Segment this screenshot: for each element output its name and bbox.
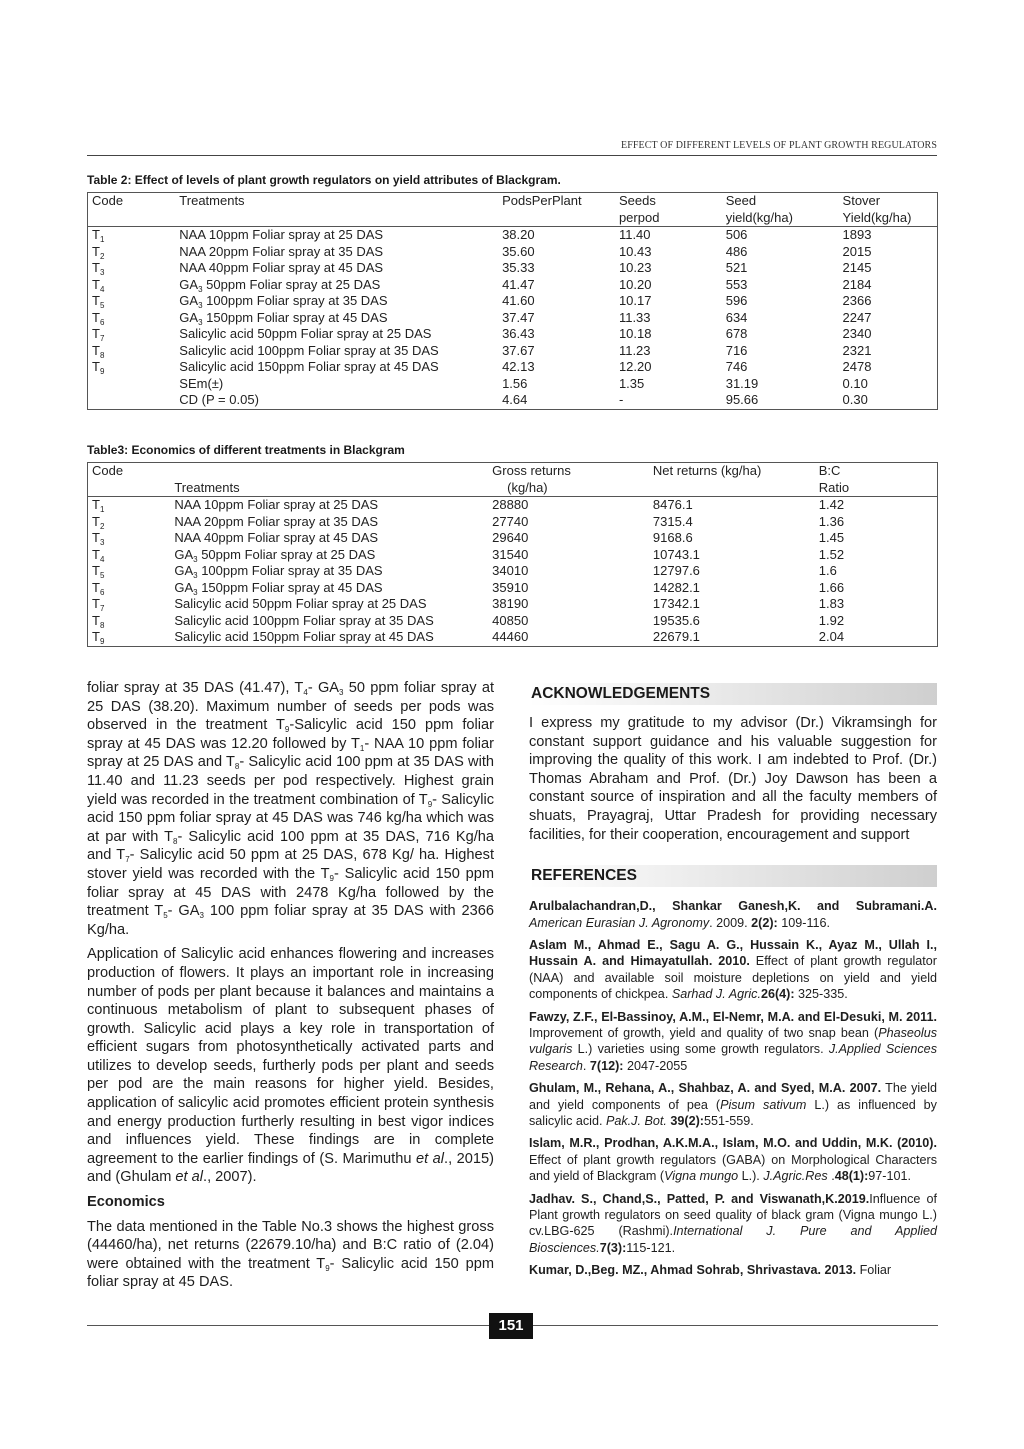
table-row	[88, 629, 938, 646]
seed-yield-cell: 716	[725, 342, 748, 358]
table2-caption: Table 2: Effect of levels of plant growth regulators on yield attributes of Blackgram.	[87, 173, 561, 187]
bc-cell: 1.52	[818, 546, 845, 562]
pods-cell: 36.43	[502, 326, 535, 341]
stover-cell: 2321	[842, 342, 872, 358]
code-cell: $T_1$	[92, 497, 105, 514]
gross-cell: 40850	[492, 612, 529, 628]
seed-yield-cell: 521	[725, 260, 748, 275]
col-header-seed-yield: Seed	[725, 193, 757, 208]
gross-cell: 34010	[492, 563, 529, 578]
seed-yield-cell: 746	[725, 359, 748, 374]
stover-cell: 1893	[842, 227, 872, 242]
col-header-seeds: Seeds	[618, 193, 656, 208]
stover-cell: 2145	[842, 260, 872, 275]
bc-cell: 1.83	[818, 596, 845, 611]
body-paragraph: foliar spray at 35 DAS (41.47), $T_4-$ $GA_3$ 50 ppm foliar spray at 25 DAS (38.20). Maximum number of seeds per pods was observed in the treatment $T_9$-Salicylic acid 150 ppm foliar spray at 45 DAS was 12.20 followed by $T_1-$ NAA 10 ppm foliar spray at 25 DAS and $T_8-$ Salicylic acid 100 ppm at 35 DAS with 11.40 and 11.23 seeds per pod respectively. Highest grain yield was recorded in the treatment combination of $T_9-$ Salicylic acid 150 ppm foliar spray at 45 DAS was 746 kg/ha which was at par with $T_8-$ Salicylic acid 100 ppm at 35 DAS, 716 Kg/ha and $T_7-$ Salicylic acid 50 ppm at 25 DAS, 678 Kg/ ha. Highest stover yield was recorded with the $T_9-$ Salicylic acid 150 ppm foliar spray at 45 DAS with 2478 Kg/ha followed by the treatment $T_5-$ $GA_3$ 100 ppm foliar spray at 35 DAS with 2366 Kg/ha.	[87, 680, 495, 938]
table-row	[88, 326, 938, 343]
stover-cell: 0.10	[842, 375, 868, 391]
table-row	[88, 244, 938, 261]
table-row	[88, 260, 938, 277]
seeds-cell: 10.17	[618, 293, 652, 308]
seeds-cell: 11.23	[618, 342, 651, 358]
table3-header-row	[88, 480, 938, 497]
reference-item: Ghulam, M., Rehana, A., Shahbaz, A. and Syed, M.A. 2007. The yield and yield components of pea (Pisum sativum L.) as influenced by salicylic acid. Pak.J. Bot. 39(2):551-559.	[529, 1081, 937, 1129]
body-paragraph: The data mentioned in the Table No.3 shows the highest gross (44460/ha), net returns (22679.10/ha) and B:C ratio of (2.04) were obtained with the treatment $T_9-$ Salicylic acid 150 ppm foliar spray at 45 DAS.	[87, 1218, 494, 1291]
table-row	[88, 310, 938, 327]
net-cell: 9168.6	[652, 530, 693, 545]
treatment-cell: CD (P = 0.05)	[179, 392, 259, 407]
table3	[87, 462, 938, 647]
reference-item: Islam, M.R., Prodhan, A.K.M.A., Islam, M.O. and Uddin, M.K. (2010). Effect of plant growth regulators (GABA) on Morphological Characters and yield of Blackgram (Vigna mungo L.). J.Agric.Res .48(1):97-101.	[529, 1136, 937, 1184]
gross-cell: 31540	[492, 546, 529, 562]
seed-yield-cell: 634	[725, 309, 748, 325]
treatment-cell: NAA 20ppm Foliar spray at 35 DAS	[174, 513, 379, 529]
treatment-cell: NAA 10ppm Foliar spray at 25 DAS	[174, 497, 379, 512]
treatment-cell: Salicylic acid 100ppm Foliar spray at 35 DAS	[179, 342, 439, 358]
table-row	[88, 530, 938, 547]
left-column	[87, 679, 494, 1298]
code-cell: $T_3$	[92, 260, 105, 277]
code-cell	[88, 376, 176, 393]
bc-cell: 2.04	[818, 629, 845, 644]
acknowledgements-text: I express my gratitude to my advisor (Dr.) Vikramsingh for constant support guidance and his valuable suggestion for improving the quality of this work. I am indebted to Prof. (Dr.) Thomas Abraham and Prof. (Dr.) Joy Dawson has been a constant source of inspiration and all the faculty members of shuats, Prayagraj, Uttar Pradesh for providing necessary facilities, for their cooperation, encouragement and support	[529, 715, 937, 843]
col-header-net: Net returns (kg/ha)	[652, 463, 762, 478]
reference-item: Arulbalachandran,D., Shankar Ganesh,K. and Subramani.A. American Eurasian J. Agronomy. 2009. 2(2): 109-116.	[529, 899, 937, 930]
table-row	[88, 497, 938, 514]
col-header-bc: B:C	[818, 463, 841, 478]
treatment-cell: SEm(±)	[179, 375, 224, 391]
table-row	[88, 563, 938, 580]
pods-cell: 4.64	[502, 392, 528, 407]
treatment-cell: $GA_3$ 150ppm Foliar spray at 45 DAS	[179, 309, 388, 327]
code-cell: $T_6$	[92, 579, 105, 597]
pods-cell: 42.13	[502, 359, 535, 374]
seed-yield-cell: 678	[725, 326, 748, 341]
col-header-seed-yield-unit: yield(kg/ha)	[722, 210, 839, 227]
col-header-pods: PodsPerPlant	[502, 193, 582, 208]
treatment-cell: $GA_3$ 100ppm Foliar spray at 35 DAS	[174, 563, 383, 580]
table2-header-row	[88, 210, 938, 227]
table3-header-row	[88, 463, 938, 480]
net-cell: 8476.1	[652, 497, 693, 512]
col-header-gross-unit: (kg/ha)	[488, 480, 649, 497]
code-cell: $T_7$	[92, 596, 105, 613]
seeds-cell: 1.35	[618, 375, 645, 391]
stover-cell: 2366	[842, 293, 872, 308]
code-cell	[88, 392, 176, 409]
net-cell: 12797.6	[652, 563, 700, 578]
reference-item: Aslam M., Ahmad E., Sagu A. G., Hussain K., Ayaz M., Ullah I., Hussain A. and Himayatullah. 2010. Effect of plant growth regulator (NAA) and available soil moisture depletions on yield and yield components of chickpea. Sarhad J. Agric.26(4): 325-335.	[529, 937, 938, 1002]
page-number: 151	[489, 1313, 533, 1339]
code-cell: $T_2$	[92, 513, 105, 531]
right-column	[529, 683, 937, 1285]
seeds-cell: 10.43	[618, 243, 652, 259]
pods-cell: 38.20	[502, 227, 535, 242]
seed-yield-cell: 31.19	[725, 375, 759, 391]
code-cell: $T_9$	[92, 629, 105, 646]
treatment-cell: $GA_3$ 50ppm Foliar spray at 25 DAS	[174, 546, 376, 564]
seeds-cell: 11.40	[618, 227, 651, 242]
gross-cell: 28880	[492, 497, 529, 512]
table3-caption: Table3: Economics of different treatments in Blackgram	[87, 443, 405, 457]
stover-cell: 2015	[842, 243, 872, 259]
seed-yield-cell: 486	[725, 243, 748, 259]
col-header-treatments: Treatments	[170, 480, 488, 497]
bc-cell: 1.6	[818, 563, 837, 578]
table-row	[88, 277, 938, 294]
col-header-code: Code	[92, 193, 124, 208]
treatment-cell: $GA_3$ 100ppm Foliar spray at 35 DAS	[179, 293, 388, 310]
stover-cell: 2340	[842, 326, 872, 341]
seed-yield-cell: 95.66	[725, 392, 759, 407]
code-cell: $T_3$	[92, 530, 105, 547]
seeds-cell: 10.20	[618, 276, 652, 292]
seed-yield-cell: 506	[725, 227, 748, 242]
bc-cell: 1.45	[818, 530, 845, 545]
code-cell: $T_5$	[92, 293, 105, 310]
code-cell: $T_4$	[92, 546, 105, 564]
acknowledgements-heading: ACKNOWLEDGEMENTS	[529, 683, 937, 705]
net-cell: 17342.1	[652, 596, 700, 611]
pods-cell: 35.60	[502, 243, 535, 259]
col-header-gross: Gross returns	[492, 463, 571, 478]
seed-yield-cell: 553	[725, 276, 748, 292]
table-row	[88, 547, 938, 564]
bc-cell: 1.92	[818, 612, 845, 628]
code-cell: $T_1$	[92, 227, 105, 244]
table-row	[88, 580, 938, 597]
pods-cell: 41.47	[502, 276, 535, 292]
table2	[87, 192, 938, 410]
col-header-stover: Stover	[842, 193, 881, 208]
gross-cell: 27740	[492, 513, 529, 529]
pods-cell: 37.47	[502, 309, 535, 325]
stover-cell: 2247	[842, 309, 872, 325]
reference-item: Jadhav. S., Chand,S., Patted, P. and Viswanath,K.2019.Influence of Plant growth regulators on seed quality of black gram (Vigna mungo L.) cv.LBG-625 (Rashmi).International J. Pure and Applied Biosciences.7(3):115-121.	[529, 1191, 938, 1255]
table-row	[88, 343, 938, 360]
seeds-cell: 12.20	[618, 359, 652, 374]
reference-item: Kumar, D.,Beg. MZ., Ahmad Sohrab, Shrivastava. 2013. Foliar	[529, 1263, 892, 1278]
gross-cell: 35910	[492, 579, 529, 595]
treatment-cell: Salicylic acid 50ppm Foliar spray at 25 DAS	[174, 596, 427, 611]
stover-cell: 2184	[842, 276, 872, 292]
net-cell: 22679.1	[652, 629, 700, 644]
net-cell: 19535.6	[652, 612, 700, 628]
seeds-cell: -	[618, 392, 624, 407]
table-row	[88, 293, 938, 310]
col-header-seeds-unit: perpod	[615, 210, 722, 227]
bc-cell: 1.36	[818, 513, 845, 529]
references-heading: REFERENCES	[529, 865, 937, 887]
net-cell: 10743.1	[652, 546, 700, 562]
table-row	[88, 392, 938, 409]
table-row	[88, 359, 938, 376]
table-row	[88, 613, 938, 630]
code-cell: $T_8$	[92, 342, 105, 360]
pods-cell: 41.60	[502, 293, 535, 308]
seeds-cell: 11.33	[618, 309, 651, 325]
table-row	[88, 514, 938, 531]
treatment-cell: NAA 40ppm Foliar spray at 45 DAS	[174, 530, 379, 545]
treatment-cell: Salicylic acid 50ppm Foliar spray at 25 DAS	[179, 326, 432, 341]
pods-cell: 1.56	[502, 375, 528, 391]
code-cell: $T_5$	[92, 563, 105, 580]
code-cell: $T_6$	[92, 309, 105, 327]
col-header-stover-unit: Yield(kg/ha)	[839, 210, 938, 227]
references-list	[529, 898, 937, 1279]
running-head: EFFECT OF DIFFERENT LEVELS OF PLANT GROWTH REGULATORS	[87, 140, 937, 156]
treatment-cell: $GA_3$ 150ppm Foliar spray at 45 DAS	[174, 579, 383, 597]
col-header-code: Code	[92, 463, 124, 478]
treatment-cell: Salicylic acid 150ppm Foliar spray at 45 DAS	[174, 629, 434, 644]
net-cell: 7315.4	[652, 513, 693, 529]
table2-header-row	[88, 193, 938, 210]
stover-cell: 2478	[842, 359, 872, 374]
gross-cell: 29640	[492, 530, 529, 545]
treatment-cell: NAA 10ppm Foliar spray at 25 DAS	[179, 227, 384, 242]
code-cell: $T_8$	[92, 612, 105, 630]
treatment-cell: $GA_3$ 50ppm Foliar spray at 25 DAS	[179, 276, 381, 294]
economics-heading: Economics	[87, 1194, 165, 1211]
bc-cell: 1.42	[818, 497, 845, 512]
seed-yield-cell: 596	[725, 293, 748, 308]
bc-cell: 1.66	[818, 579, 845, 595]
code-cell: $T_7$	[92, 326, 105, 343]
net-cell: 14282.1	[652, 579, 700, 595]
col-header-treatments: Treatments	[179, 193, 245, 208]
code-cell: $T_9$	[92, 359, 105, 376]
gross-cell: 44460	[492, 629, 529, 644]
code-cell: $T_4$	[92, 276, 105, 294]
treatment-cell: Salicylic acid 150ppm Foliar spray at 45 DAS	[179, 359, 439, 374]
gross-cell: 38190	[492, 596, 529, 611]
treatment-cell: Salicylic acid 100ppm Foliar spray at 35 DAS	[174, 612, 434, 628]
seeds-cell: 10.23	[618, 260, 652, 275]
body-paragraph: Application of Salicylic acid enhances flowering and increases production of flowers. It plays an important role in increasing number of pods per plant because it balances and maintains a continuous metabolism of plant to subsequent phases of growth. Salicylic acid plays a key role in transportation of efficient sugars from photosynthetically activated parts and utilizes to develop seeds, furtherly pods per plant and seeds per pod are the main reasons for higher yield. Besides, application of salicylic acid promotes efficient protein synthesis and energy production furtherly resulting in best vigor indices and influences yield. These findings are in complete agreement to the earlier findings of (S. Marimuthu et al., 2015) and (Ghulam et al., 2007).	[87, 946, 494, 1186]
treatment-cell: NAA 20ppm Foliar spray at 35 DAS	[179, 243, 384, 259]
stover-cell: 0.30	[842, 392, 868, 407]
pods-cell: 35.33	[502, 260, 535, 275]
reference-item: Fawzy, Z.F., El-Bassinoy, A.M., El-Nemr, M.A. and El-Desuki, M. 2011. Improvement of growth, yield and quality of two snap bean (Phaseolus vulgaris L.) varieties using some growth regulators. J.Applied Sciences Research. 7(12): 2047-2055	[529, 1009, 937, 1073]
col-header-bc-unit: Ratio	[815, 480, 938, 497]
table-row	[88, 376, 938, 393]
code-cell: $T_2$	[92, 243, 105, 261]
seeds-cell: 10.18	[618, 326, 652, 341]
table-row	[88, 227, 938, 244]
treatment-cell: NAA 40ppm Foliar spray at 45 DAS	[179, 260, 384, 275]
pods-cell: 37.67	[502, 342, 535, 358]
table-row	[88, 596, 938, 613]
